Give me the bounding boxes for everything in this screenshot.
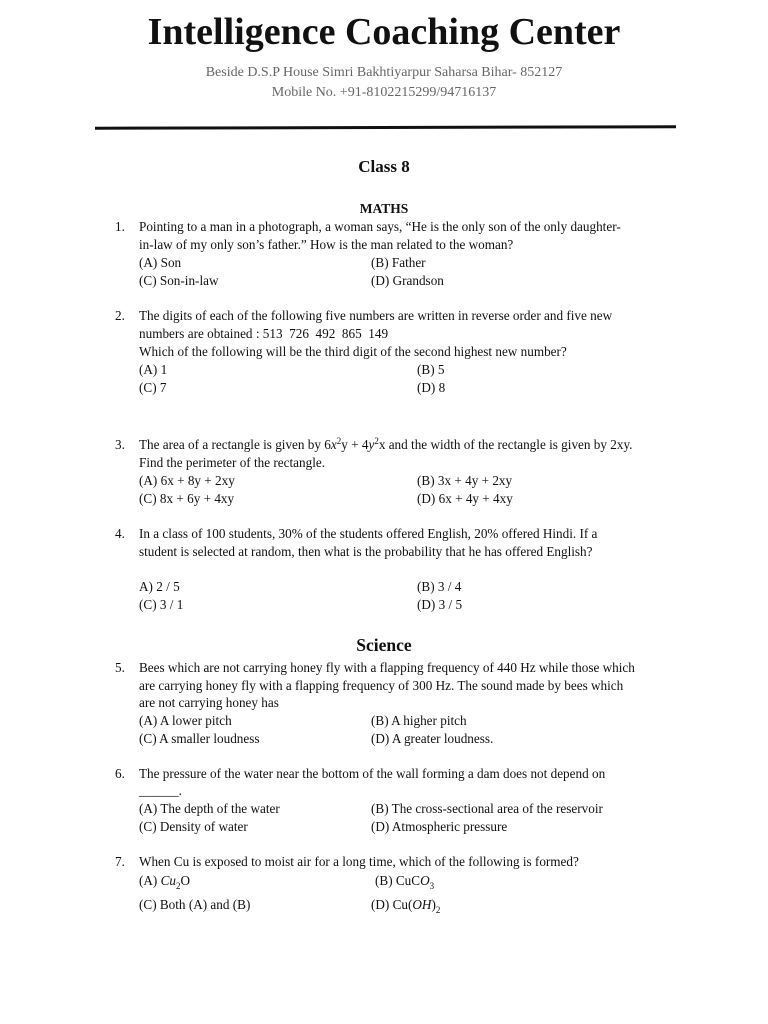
question-blank: ______. [139,783,182,798]
question-number: 4. [115,526,125,541]
question-text: in-law of my only son’s father.” How is the man related to the woman? [139,237,514,252]
option-d: (D) 8 [417,380,446,395]
question-text: In a class of 100 students, 30% of the students offered English, 20% offered Hindi. If a [139,526,598,541]
var-y: y [368,437,375,452]
subscript: 2 [176,881,181,891]
text-part: (A) [139,873,161,888]
option-c: (C) 3 / 1 [139,597,184,612]
question-number: 7. [115,854,125,869]
option-d: (D) 3 / 5 [417,597,463,612]
option-c: (C) 8x + 6y + 4xy [139,491,235,506]
option-c: (C) 7 [139,380,167,395]
text-part: x and the width of the rectangle is given by 2xy. [378,437,633,452]
option-d: (D) 6x + 4y + 4xy [417,491,513,506]
section-heading-maths: MATHS [359,201,409,216]
option-d: (D) Atmospheric pressure [371,819,508,834]
question-text [139,436,632,454]
question-text: numbers are obtained : 513 726 492 865 149 [139,326,389,341]
center-title: Intelligence Coaching Center [147,11,621,53]
question-text: The pressure of the water near the bottom of the wall forming a dam does not depend on [139,766,606,781]
exponent: 2 [336,436,342,446]
question-number: 3. [115,437,125,452]
question-number: 5. [115,660,125,675]
question-text: When Cu is exposed to moist air for a long time, which of the following is formed? [139,854,579,869]
option-c: (C) Both (A) and (B) [139,897,251,912]
option-a: (A) A lower pitch [139,713,232,728]
option-d: (D) A greater loudness. [371,731,494,746]
header-divider [95,125,676,130]
option-b [375,872,434,890]
text-part: ) [431,897,436,912]
option-d [371,896,440,914]
question-text: Pointing to a man in a photograph, a woman says, “He is the only son of the only daughter- [139,219,621,234]
subscript: 3 [429,881,435,891]
option-b: (B) The cross-sectional area of the reservoir [371,801,603,816]
option-b: (B) 3 / 4 [417,579,462,594]
question-number: 1. [115,219,125,234]
text-part: y + 4 [341,437,369,452]
question-text: Find the perimeter of the rectangle. [139,455,326,470]
option-b: (B) 3x + 4y + 2xy [417,473,513,488]
option-c: (C) A smaller loudness [139,731,260,746]
formula-cu: Cu [160,873,176,888]
section-heading-science: Science [356,635,412,655]
option-a: (A) 6x + 8y + 2xy [139,473,235,488]
question-number: 2. [115,308,125,323]
text-part: The area of a rectangle is given by 6 [139,437,331,452]
text-part: O [180,873,191,888]
option-a: (A) 1 [139,362,168,377]
option-a [139,872,190,890]
option-a: A) 2 / 5 [139,579,180,594]
question-text: student is selected at random, then what is the probability that he has offered English? [139,544,593,559]
option-d: (D) Grandson [371,273,444,288]
text-part: (B) CuC [375,873,421,888]
question-text: The digits of each of the following five numbers are written in reverse order and five new [139,308,613,323]
option-a: (A) Son [139,255,182,270]
var-x: x [330,437,337,452]
option-c: (C) Density of water [139,819,248,834]
subscript: 2 [435,905,441,915]
class-title: Class 8 [358,157,410,176]
mobile-line: Mobile No. +91-8102215299/94716137 [271,85,497,100]
question-text: Bees which are not carrying honey fly with a flapping frequency of 440 Hz while those which [139,660,635,675]
option-b: (B) Father [371,255,426,270]
question-text: Which of the following will be the third digit of the second highest new number? [139,344,567,359]
option-b: (B) A higher pitch [371,713,467,728]
question-number: 6. [115,766,125,781]
option-b: (B) 5 [417,362,445,377]
address-line: Beside D.S.P House Simri Bakhtiyarpur Saharsa Bihar- 852127 [205,65,563,80]
question-text: are not carrying honey has [139,695,279,710]
formula-o: O [420,873,430,888]
text-part: (D) Cu( [371,897,413,912]
question-text: are carrying honey fly with a flapping frequency of 300 Hz. The sound made by bees which [139,678,624,693]
exponent: 2 [374,436,379,446]
formula-oh: OH [412,897,432,912]
option-a: (A) The depth of the water [139,801,280,816]
option-c: (C) Son-in-law [139,273,219,288]
